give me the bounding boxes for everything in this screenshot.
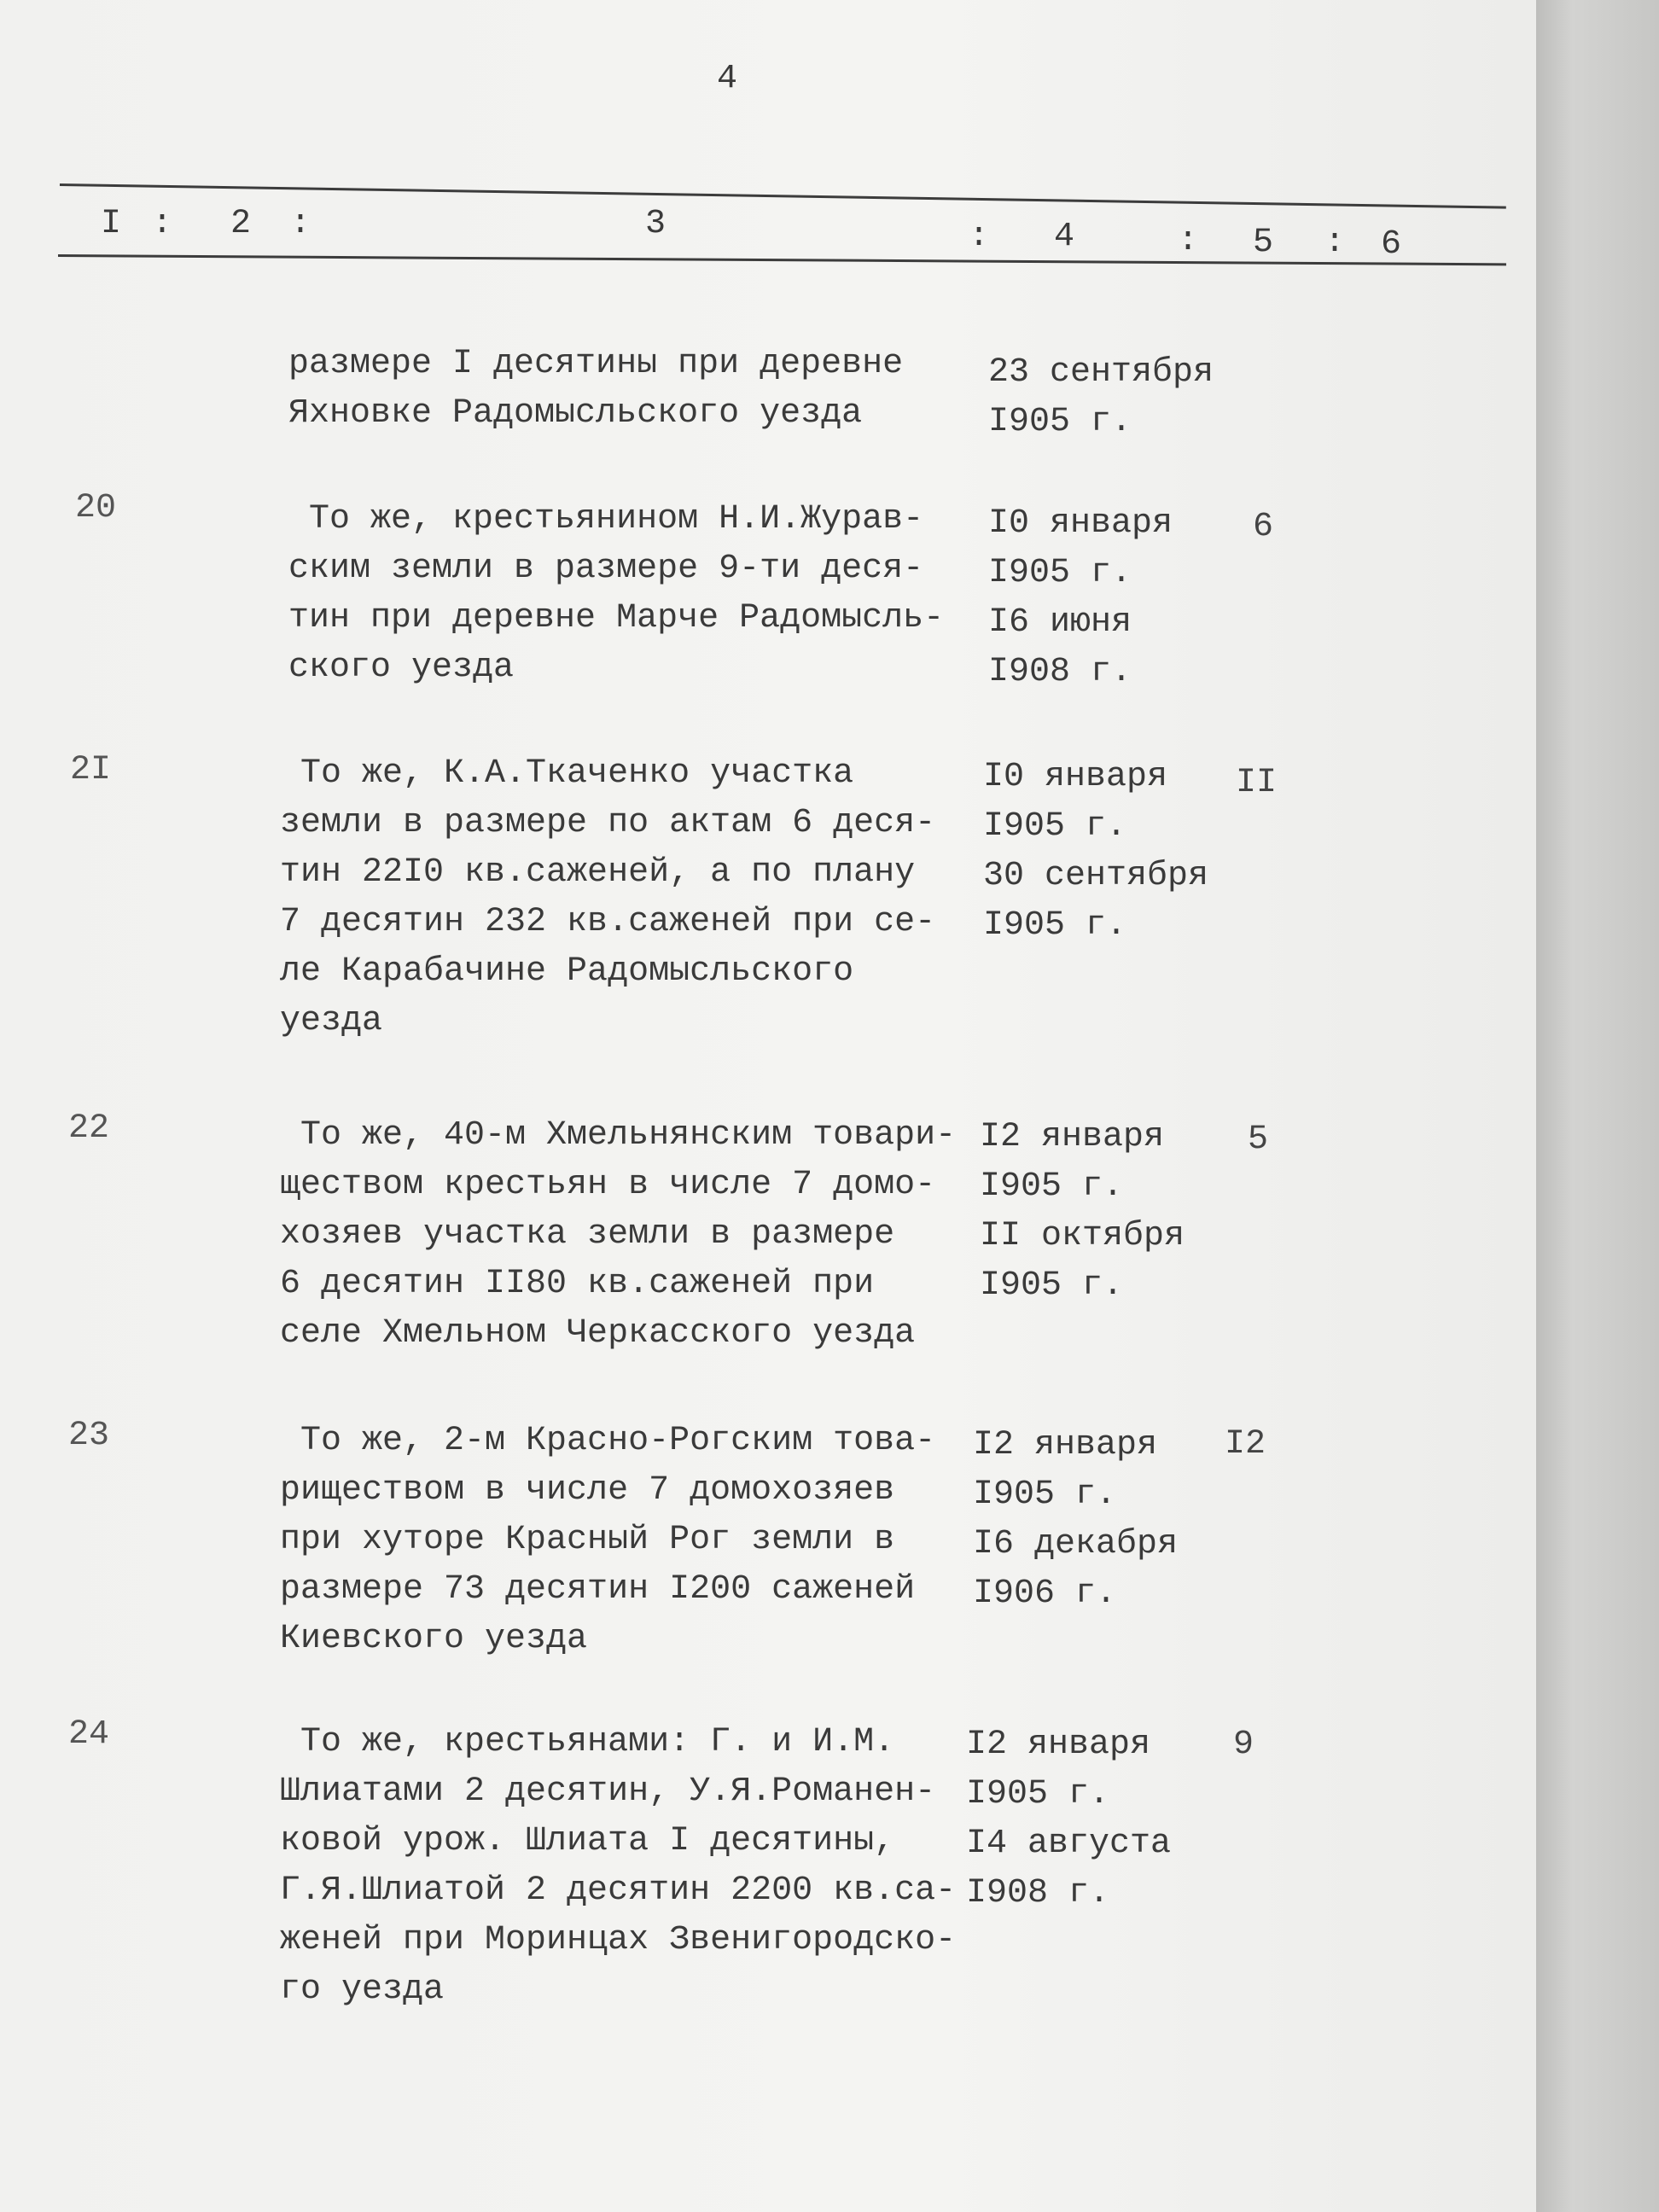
entry-sheets: 9	[1233, 1726, 1254, 1764]
header-top-rule	[60, 183, 1506, 209]
entry-description: размере I десятины при деревне Яхновке Радомысльского уезда	[288, 345, 904, 433]
entry-dates: 23 сентября I905 г.	[988, 353, 1214, 441]
entry-sheets: 5	[1248, 1121, 1269, 1159]
entry-sheets: 6	[1253, 508, 1274, 546]
entry-dates: I2 января I905 г. I6 декабря I906 г.	[973, 1426, 1179, 1613]
col-header-6: 6	[1381, 225, 1402, 264]
col-header-sep-2: :	[290, 205, 311, 243]
entry-dates: I0 января I905 г. I6 июня I908 г.	[988, 504, 1173, 691]
entry-description: То же, 40-м Хмельнянским товари- ществом крестьян в числе 7 домо- хозяев участка земли в размере 6 десятин II80 кв.саженей при селе Хмельном Черкасского уезда	[280, 1116, 957, 1353]
col-header-5: 5	[1253, 224, 1274, 262]
entry-sheets: II	[1236, 764, 1278, 802]
col-header-4: 4	[1054, 218, 1075, 256]
col-header-1: I	[101, 205, 122, 243]
entry-dates: I2 января I905 г. II октября I905 г.	[980, 1118, 1185, 1305]
entry-description: То же, крестьянином Н.И.Журав- ским земли в размере 9-ти деся- тин при деревне Марче Радомысль- ского уезда	[288, 500, 945, 687]
entry-dates: I0 января I905 г. 30 сентября I905 г.	[983, 758, 1209, 945]
col-header-3: 3	[645, 205, 667, 243]
col-header-sep-1: :	[152, 205, 173, 243]
entry-number: 22	[68, 1109, 110, 1148]
col-header-sep-5: :	[1324, 224, 1346, 262]
entry-dates: I2 января I905 г. I4 августа I908 г.	[966, 1726, 1172, 1912]
col-header-2: 2	[230, 205, 252, 243]
background-surface	[1536, 0, 1659, 2212]
entry-number: 2I	[70, 751, 112, 789]
col-header-sep-4: :	[1178, 222, 1199, 260]
col-header-sep-3: :	[969, 218, 990, 256]
header-bottom-rule	[58, 254, 1506, 265]
entry-sheets: I2	[1225, 1425, 1266, 1464]
entry-number: 20	[75, 489, 117, 527]
entry-description: То же, К.А.Ткаченко участка земли в размере по актам 6 деся- тин 22I0 кв.саженей, а по плану 7 десятин 232 кв.саженей при се- ле Карабачине Радомысльского уезда	[280, 754, 936, 1040]
entry-description: То же, 2-м Красно-Рогским това- риществом в числе 7 домохозяев при хуторе Красный Рог земли в размере 73 десятин I200 саженей Киевского уезда	[280, 1422, 936, 1658]
entry-number: 23	[68, 1417, 110, 1455]
entry-description: То же, крестьянами: Г. и И.М. Шлиатами 2 десятин, У.Я.Романен- ковой урож. Шлиата I десятины, Г.Я.Шлиатой 2 десятин 2200 кв.са- женей при Моринцах Звенигородско- го уезда	[280, 1723, 957, 2009]
entry-number: 24	[68, 1715, 110, 1754]
page-number: 4	[717, 60, 738, 98]
